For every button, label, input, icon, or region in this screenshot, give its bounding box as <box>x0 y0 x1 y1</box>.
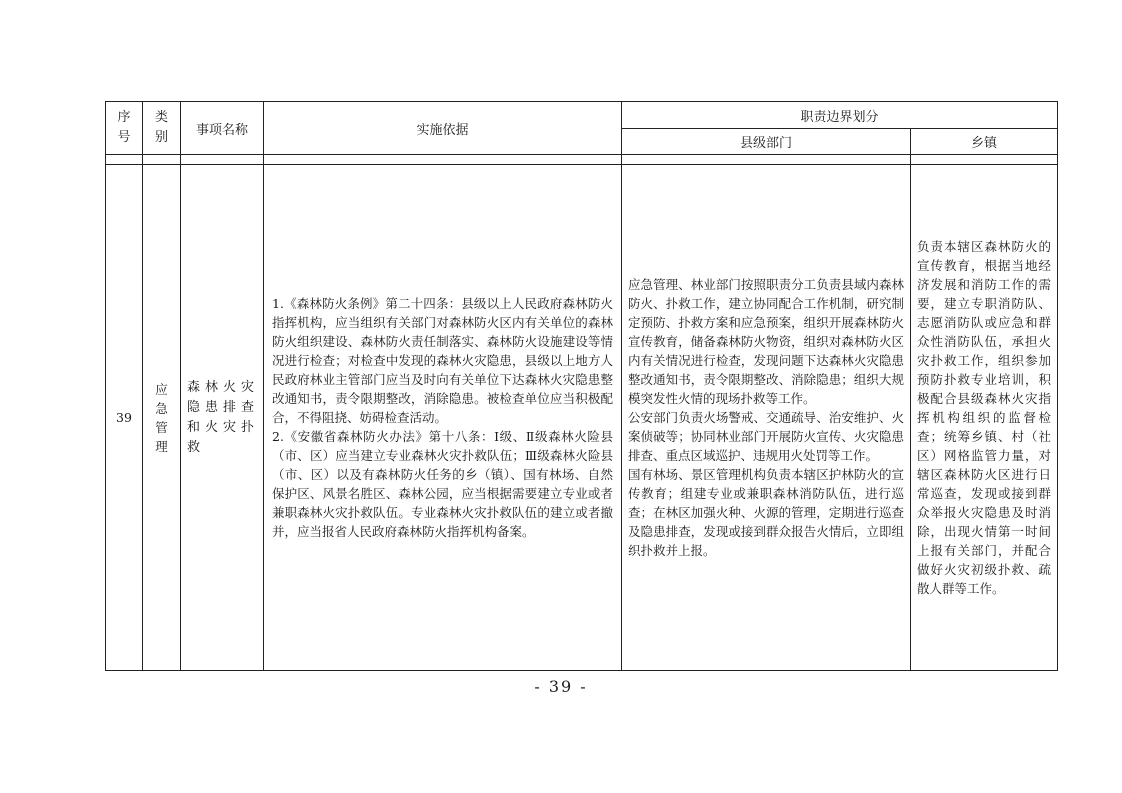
header-duty-division: 职责边界划分 <box>622 102 1058 129</box>
row-township <box>911 165 1058 671</box>
header-category <box>143 102 181 155</box>
county-paragraph: 国有林场、景区管理机构负责本辖区护林防火的宣传教育；组建专业或兼职森林消防队伍，进行巡查；在林区加强火种、火源的管理，定期进行巡查及隐患排查，发现或接到群众报告火情后，立即组织扑救并上报。 <box>628 467 904 558</box>
row-category-char: 理 <box>155 438 168 454</box>
row-county-dept <box>622 165 911 671</box>
header-seq-char: 号 <box>117 130 131 145</box>
row-category-char: 管 <box>155 419 168 435</box>
header-township: 乡镇 <box>911 129 1058 155</box>
row-category <box>143 165 181 671</box>
header-county-dept: 县级部门 <box>622 129 911 155</box>
item-name-line: 隐患排查 <box>187 399 257 415</box>
row-seq: 39 <box>106 165 143 671</box>
row-category-char: 急 <box>155 400 168 416</box>
spacer-row <box>106 155 1058 165</box>
spacer-cell <box>181 155 264 165</box>
spacer-cell <box>106 155 143 165</box>
item-name-line: 森林火灾 <box>187 379 257 395</box>
spacer-cell <box>143 155 181 165</box>
row-item-name <box>181 165 264 671</box>
header-seq <box>106 102 143 155</box>
county-paragraph: 应急管理、林业部门按照职责分工负责县域内森林防火、扑救工作，建立协同配合工作机制，研究制定预防、扑救方案和应急预案，组织开展森林防火宣传教育，储备森林防火物资，组织对森林防火区内有关情况进行检查，发现问题下达森林火灾隐患整改通知书，责令限期整改、消除隐患；组织大规模突发性火情的现场扑救等工作。 <box>628 277 904 406</box>
page-number: - 39 - <box>534 677 588 696</box>
header-item-name: 事项名称 <box>181 102 264 155</box>
row-category-char: 应 <box>155 381 168 397</box>
duty-table <box>105 101 1058 671</box>
basis-paragraph: 1.《森林防火条例》第二十四条：县级以上人民政府森林防火指挥机构，应当组织有关部门对森林防火区内有关单位的森林防火组织建设、森林防火责任制落实、森林防火设施建设等情况进行检查；对检查中发现的森林火灾隐患，县级以上地方人民政府林业主管部门应当及时向有关单位下达森林火灾隐患整改通知书，责令限期整改，消除隐患。被检查单位应当积极配合，不得阻挠、妨碍检查活动。 <box>272 296 613 425</box>
header-category-char: 类 <box>154 110 168 125</box>
spacer-cell <box>264 155 622 165</box>
county-paragraph: 公安部门负责火场警戒、交通疏导、治安维护、火案侦破等；协同林业部门开展防火宣传、火灾隐患排查、重点区域巡护、违规用火处罚等工作。 <box>628 410 904 463</box>
header-seq-char: 序 <box>117 110 131 125</box>
header-basis: 实施依据 <box>264 102 622 155</box>
table-row <box>106 165 1058 671</box>
header-category-char: 别 <box>154 130 168 145</box>
row-basis <box>264 165 622 671</box>
township-paragraph: 负责本辖区森林防火的宣传教育，根据当地经济发展和消防工作的需要，建立专职消防队、志愿消防队或应急和群众性消防队伍，承担火灾扑救工作，组织参加预防扑救专业培训，积极配合县级森林火灾指挥机构组织的监督检查；统筹乡镇、村（社区）网格监管力量，对辖区森林防火区进行日常巡查，发现或接到群众举报火灾隐患及时消除，出现火情第一时间上报有关部门，并配合做好火灾初级扑救、疏散人群等工作。 <box>917 239 1052 596</box>
basis-paragraph: 2.《安徽省森林防火办法》第十八条：Ⅰ级、Ⅱ级森林火险县（市、区）应当建立专业森林火灾扑救队伍；Ⅲ级森林火险县（市、区）以及有森林防火任务的乡（镇）、国有林场、自然保护区、风景名胜区、森林公园，应当根据需要建立专业或者兼职森林火灾扑救队伍。专业森林火灾扑救队伍的建立或者撤并，应当报省人民政府森林防火指挥机构备案。 <box>272 429 613 539</box>
spacer-cell <box>622 155 911 165</box>
item-name-line: 救 <box>187 439 201 455</box>
item-name-line: 和火灾扑 <box>187 419 257 435</box>
spacer-cell <box>911 155 1058 165</box>
